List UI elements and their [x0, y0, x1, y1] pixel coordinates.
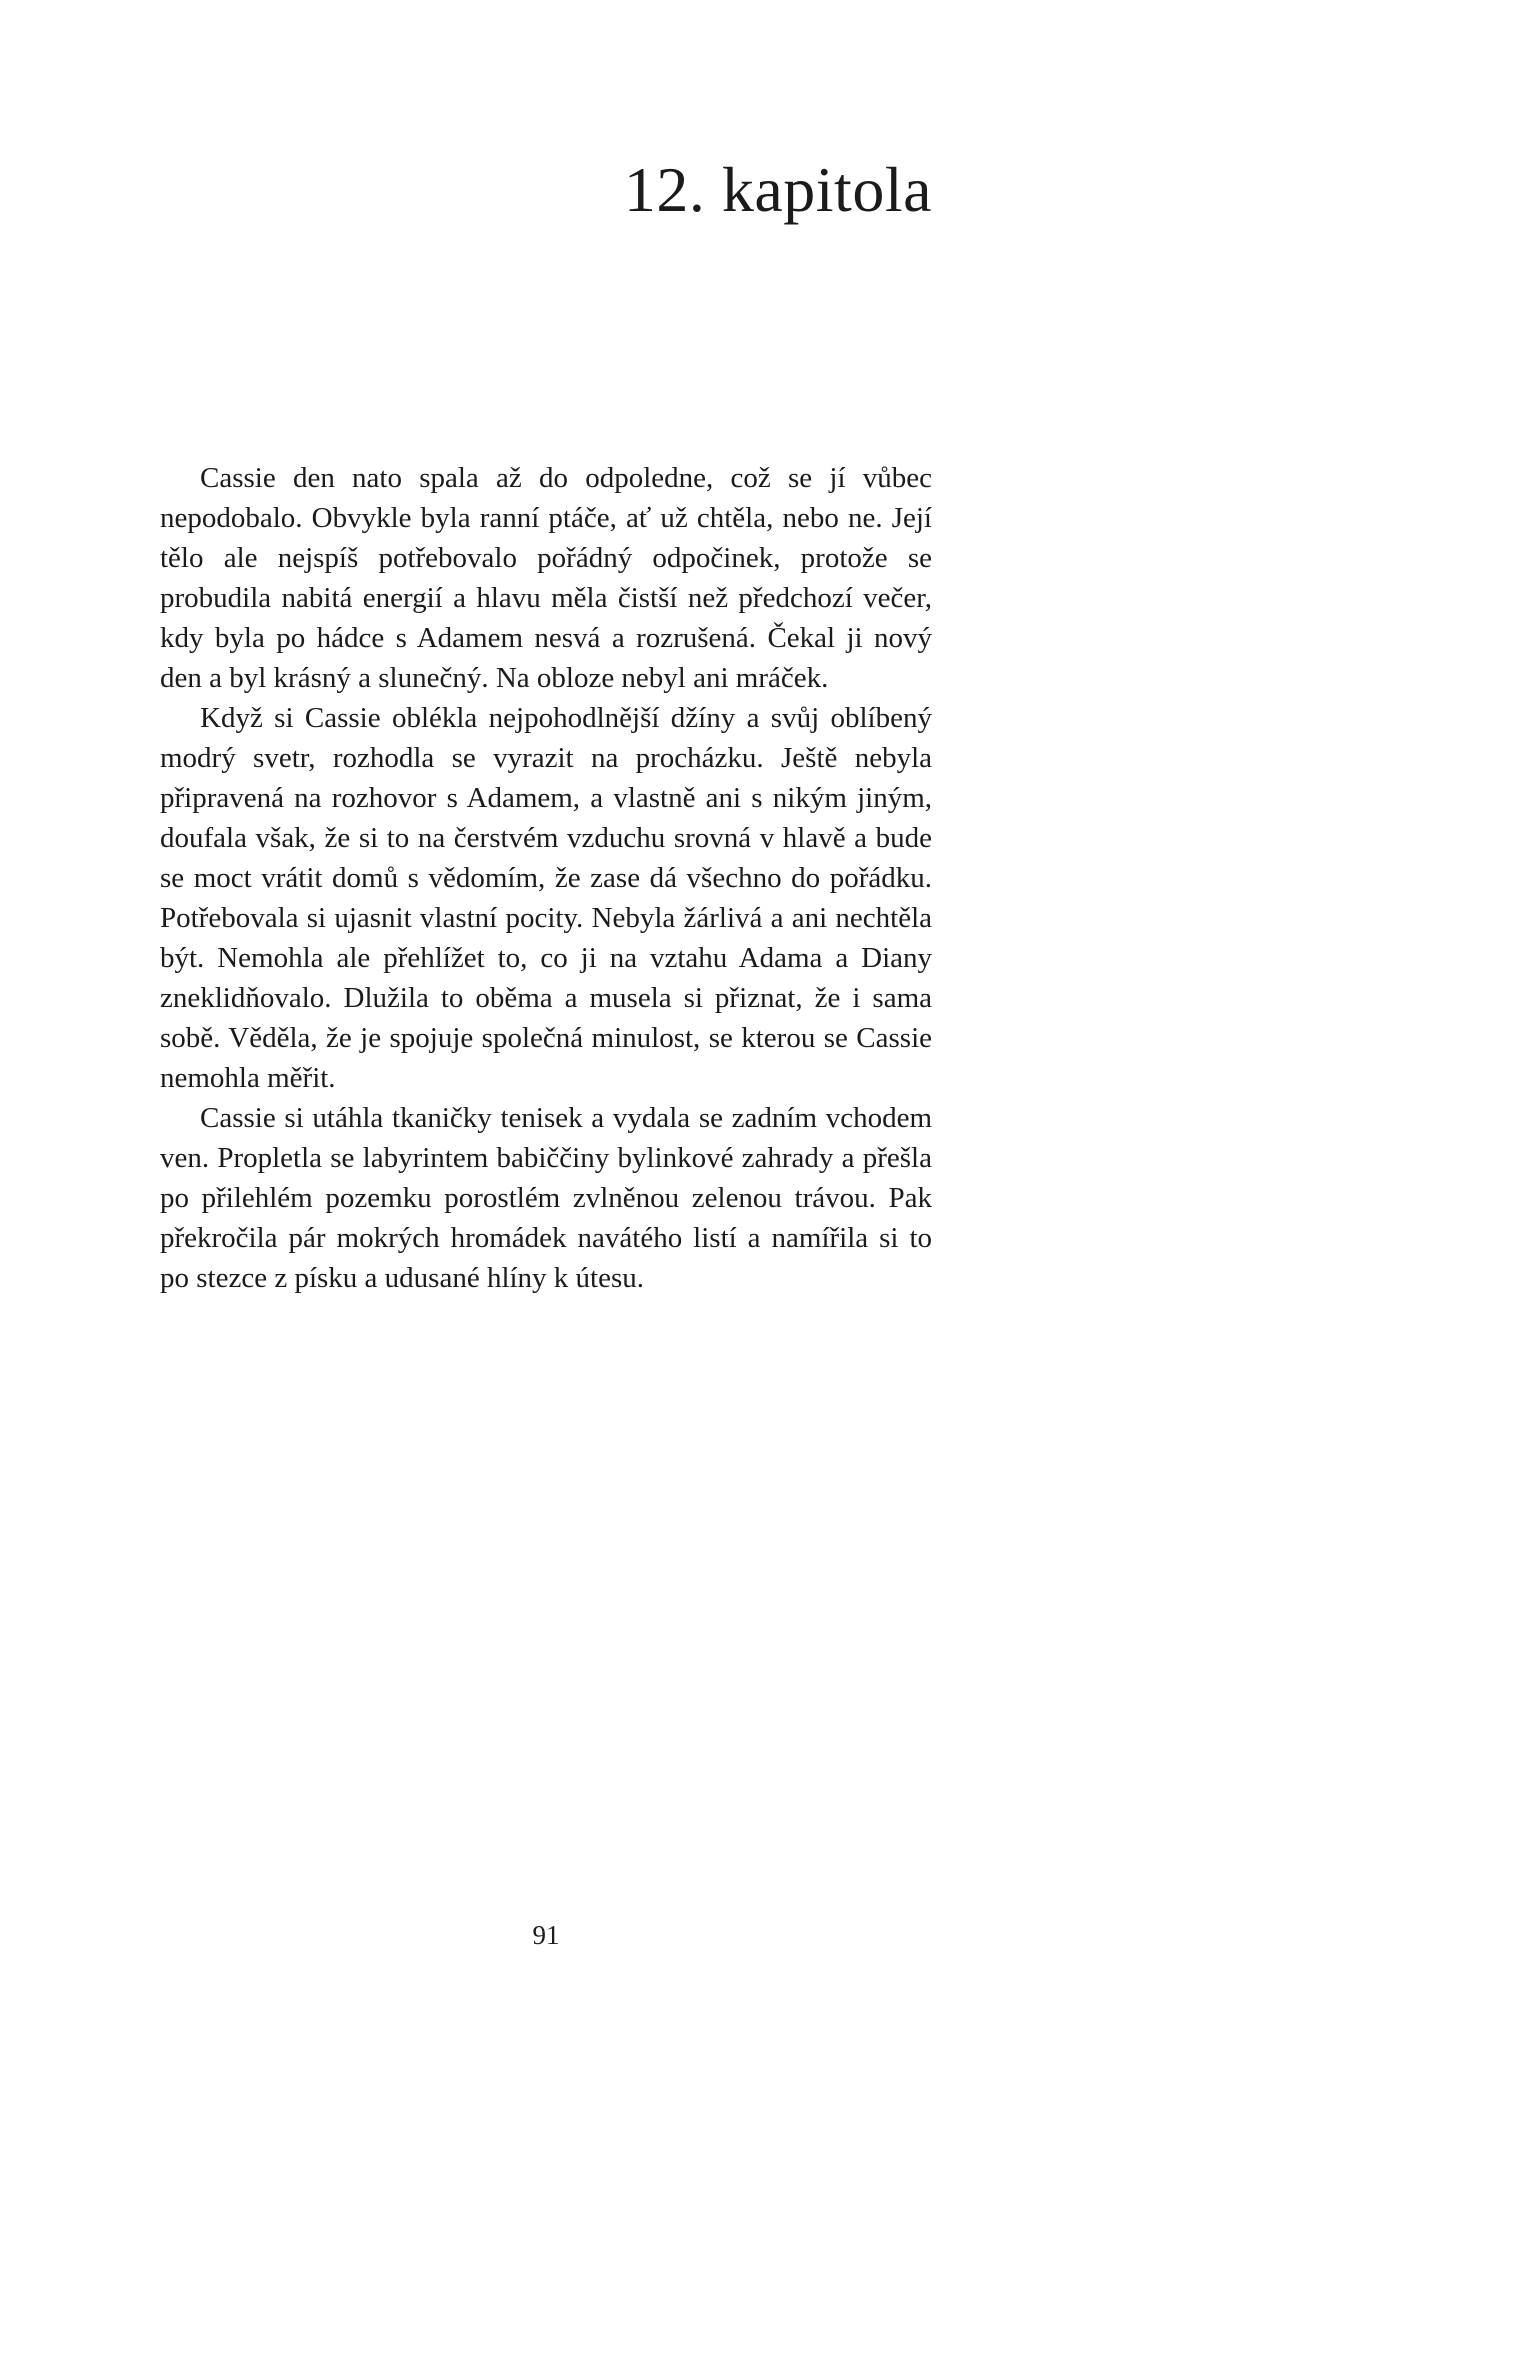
body-text — [160, 458, 932, 1298]
paragraph-3: Cassie si utáhla tkaničky tenisek a vydala se zadním vchodem ven. Propletla se labyrintem babiččiny bylinkové zahrady a přešla po přilehlém pozemku porostlém zvlněnou zelenou trávou. Pak překročila pár mokrých hromádek navátého listí a namířila si to po stezce z písku a udusané hlíny k útesu. — [160, 1102, 932, 1294]
page-number: 91 — [532, 1920, 560, 1950]
paragraph-1: Cassie den nato spala až do odpoledne, což se jí vůbec nepodobalo. Obvykle byla ranní ptáče, ať už chtěla, nebo ne. Její tělo ale nejspíš potřebovalo pořádný odpočinek, protože se probudila nabitá energií a hlavu měla čistší než předchozí večer, kdy byla po hádce s Adamem nesvá a rozrušená. Čekal ji nový den a byl krásný a slunečný. Na obloze nebyl ani mráček. — [160, 462, 932, 694]
paragraph-2: Když si Cassie oblékla nejpohodlnější džíny a svůj oblíbený modrý svetr, rozhodla se vyrazit na procházku. Ještě nebyla připravená na rozhovor s Adamem, a vlastně ani s nikým jiným, doufala však, že si to na čerstvém vzduchu srovná v hlavě a bude se moct vrátit domů s vědomím, že zase dá všechno do pořádku. Potřebovala si ujasnit vlastní pocity. Nebyla žárlivá a ani nechtěla být. Nemohla ale přehlížet to, co ji na vztahu Adama a Diany zneklidňovalo. Dlužila to oběma a musela si přiznat, že i sama sobě. Věděla, že je spojuje společná minulost, se kterou se Cassie nemohla měřit. — [160, 702, 932, 1094]
chapter-title: 12. kapitola — [623, 154, 932, 225]
